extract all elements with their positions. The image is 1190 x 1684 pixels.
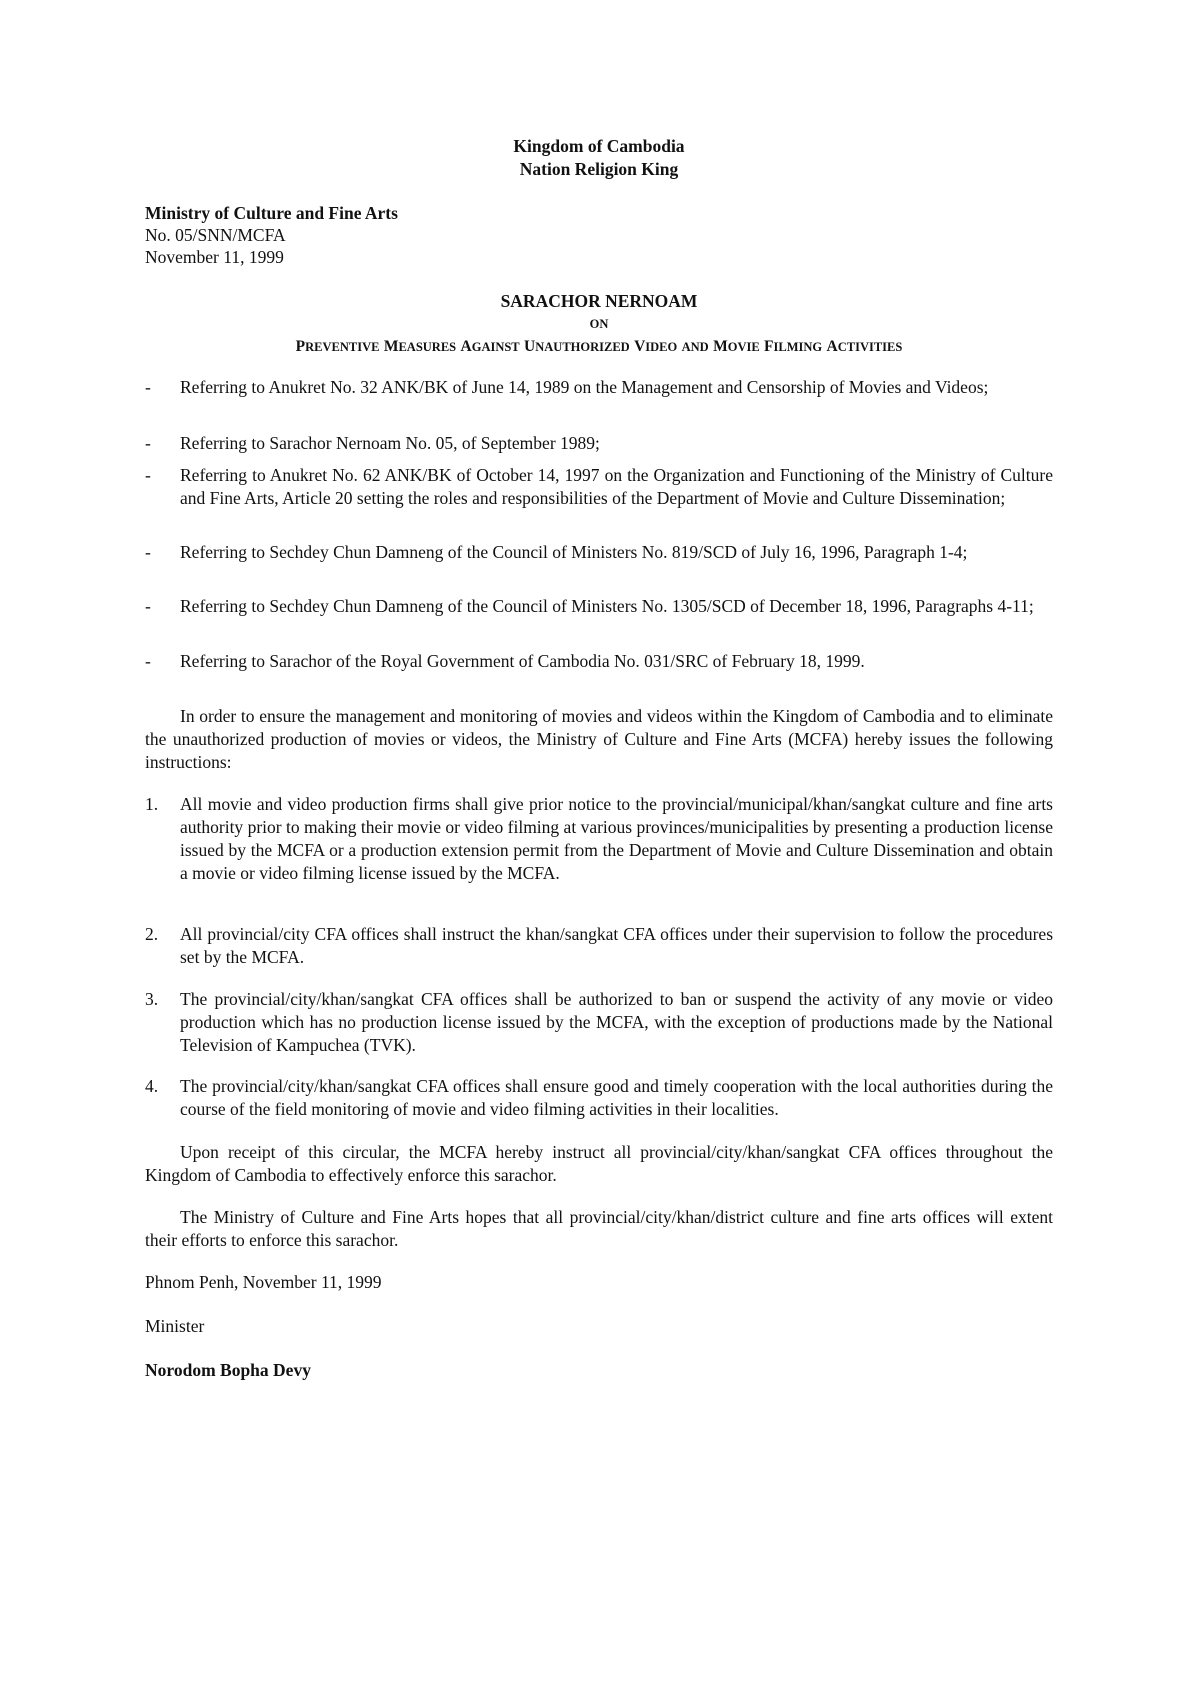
title-subject-word	[296, 335, 380, 355]
instruction-item	[145, 988, 1053, 1057]
title-subject-word	[634, 335, 677, 355]
signature-name: Norodom Bopha Devy	[145, 1360, 311, 1380]
reference-item	[145, 432, 1053, 455]
reference-bullet: -	[145, 542, 151, 562]
issuer-ministry: Ministry of Culture and Fine Arts	[145, 203, 398, 223]
signature-role: Minister	[145, 1316, 205, 1336]
reference-bullet: -	[145, 651, 151, 671]
document-page	[145, 0, 1053, 1684]
title-subject-word	[461, 335, 520, 355]
reference-text: Referring to Anukret No. 62 ANK/BK of October 14, 1997 on the Organization and Functioning of the Ministry of Culture and Fine Arts, Article 20 setting the roles and responsibilities of the Department of Movie and Culture Dissemination;	[180, 465, 1053, 508]
reference-text: Referring to Sechdey Chun Damneng of the Council of Ministers No. 1305/SCD of December 18, 1996, Paragraphs 4-11;	[180, 596, 1034, 616]
title-subject-word	[713, 335, 760, 355]
reference-bullet: -	[145, 433, 151, 453]
instruction-text: The provincial/city/khan/sangkat CFA offices shall ensure good and timely cooperation with the local authorities during the course of the field monitoring of movie and video filming activities in their localities.	[180, 1076, 1053, 1119]
reference-text: Referring to Anukret No. 32 ANK/BK of June 14, 1989 on the Management and Censorship of Movies and Videos;	[180, 377, 989, 397]
title-subject-word	[682, 335, 709, 355]
issuer-date: November 11, 1999	[145, 247, 284, 267]
title-subject-capital: F	[764, 338, 774, 355]
title-subject-capital: V	[634, 338, 646, 355]
title-subject-rest: IDEO	[645, 340, 678, 354]
instruction-item	[145, 793, 1053, 885]
intro-paragraph: In order to ensure the management and monitoring of movies and videos within the Kingdom of Cambodia and to eliminate the unauthorized production of movies or videos, the Ministry of Culture and Fine Arts (MCFA) hereby issues the following instructions:	[145, 706, 1053, 772]
title-subject-word	[827, 335, 903, 355]
title-subject-rest: OVIE	[727, 340, 760, 354]
header-kingdom: Kingdom of Cambodia	[513, 136, 685, 156]
title-subject-rest: GAINST	[471, 340, 520, 354]
reference-bullet: -	[145, 377, 151, 397]
title-subject-rest: NAUTHORIZED	[535, 340, 630, 354]
title-subject-capital: A	[826, 338, 838, 355]
title-subject-rest: ILMING	[773, 340, 823, 354]
reference-item	[145, 464, 1053, 510]
instruction-text: All movie and video production firms shall give prior notice to the provincial/municipal/khan/sangkat culture and fine arts authority prior to making their movie or video filming at various provinces/municipalities by presenting a production license issued by the MCFA or a production extension permit from the Department of Movie and Culture Dissemination and obtain a movie or video filming license issued by the MCFA.	[180, 794, 1053, 883]
instruction-number: 1.	[145, 794, 159, 814]
title-subject-capital: U	[524, 338, 536, 355]
reference-bullet: -	[145, 465, 151, 485]
signature-place-date: Phnom Penh, November 11, 1999	[145, 1272, 382, 1292]
title-subject-capital: M	[713, 338, 728, 355]
title-subject	[145, 334, 1053, 359]
instruction-item	[145, 923, 1053, 969]
issuer-number: No. 05/SNN/MCFA	[145, 225, 286, 245]
instruction-number: 4.	[145, 1076, 159, 1096]
title-subject-capital: M	[383, 338, 399, 355]
title-subject-rest: EASURES	[398, 340, 457, 354]
title-on: ON	[589, 317, 609, 331]
title-subject-rest: AND	[681, 340, 709, 354]
title-subject-word	[524, 335, 630, 355]
reference-text: Referring to Sechdey Chun Damneng of the Council of Ministers No. 819/SCD of July 16, 1996, Paragraph 1-4;	[180, 542, 968, 562]
title-subject-rest: REVENTIVE	[305, 340, 380, 354]
reference-item	[145, 541, 1053, 564]
closing-paragraph: The Ministry of Culture and Fine Arts hopes that all provincial/city/khan/district culture and fine arts offices will extent their efforts to enforce this sarachor.	[145, 1207, 1053, 1250]
instruction-item	[145, 1075, 1053, 1121]
instruction-number: 3.	[145, 989, 159, 1009]
title-subject-capital: A	[460, 338, 472, 355]
title-subject-capital: P	[295, 338, 306, 355]
reference-item	[145, 376, 1053, 399]
title-subject-word	[384, 335, 456, 355]
reference-bullet: -	[145, 596, 151, 616]
reference-item	[145, 650, 1053, 673]
title-subject-word	[764, 335, 822, 355]
title-main: SARACHOR NERNOAM	[500, 291, 698, 311]
instruction-text: The provincial/city/khan/sangkat CFA offices shall be authorized to ban or suspend the activity of any movie or video production which has no production license issued by the MCFA, with the exception of productions made by the National Television of Kampuchea (TVK).	[180, 989, 1053, 1055]
reference-item	[145, 595, 1053, 618]
title-subject-rest: CTIVITIES	[837, 340, 903, 354]
reference-text: Referring to Sarachor Nernoam No. 05, of September 1989;	[180, 433, 600, 453]
instruction-text: All provincial/city CFA offices shall instruct the khan/sangkat CFA offices under their supervision to follow the procedures set by the MCFA.	[180, 924, 1053, 967]
reference-text: Referring to Sarachor of the Royal Government of Cambodia No. 031/SRC of February 18, 1999.	[180, 651, 865, 671]
header-motto: Nation Religion King	[519, 159, 679, 179]
closing-paragraph: Upon receipt of this circular, the MCFA hereby instruct all provincial/city/khan/sangkat CFA offices throughout the Kingdom of Cambodia to effectively enforce this sarachor.	[145, 1142, 1053, 1185]
instruction-number: 2.	[145, 924, 159, 944]
